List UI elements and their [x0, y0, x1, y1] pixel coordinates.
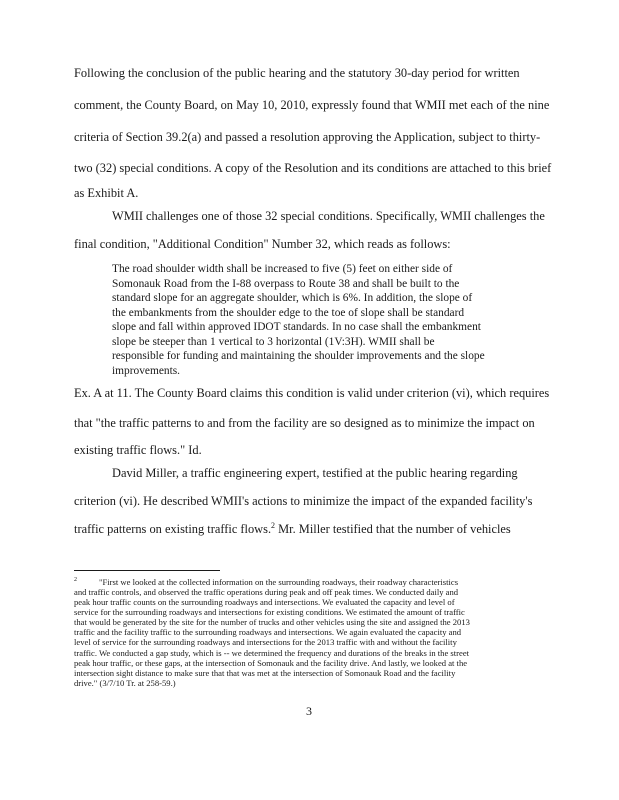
quote-line: responsible for funding and maintaining the shoulder improvements and the slope [112, 350, 485, 362]
footnote-line: traffic and the facility traffic to the surrounding roadways and intersections. We again evaluated the capacity and [74, 627, 462, 638]
body-text: traffic patterns on existing traffic flows. [74, 522, 272, 536]
body-line [74, 522, 511, 536]
quote-line: Somonauk Road from the I-88 overpass to Route 38 and shall be built to the [112, 277, 460, 290]
footnote-mark: 2 [74, 577, 77, 583]
block-quote [112, 262, 532, 378]
body-line: as Exhibit A. [74, 186, 139, 200]
footnote-line: service for the surrounding roadways and intersections for existing conditions. We estimated the amount of traffic [74, 607, 465, 618]
quote-line: slope and fall within approved IDOT standards. In no case shall the embankment [112, 321, 481, 333]
footnote-line: that would be generated by the site for the number of trucks and other vehicles using the site and assigned the 2013 [74, 617, 470, 628]
footnote-line: drive." (3/7/10 Tr. at 258-59.) [74, 677, 176, 688]
footnote-line: level of service for the surrounding roadways and intersections for the 2013 traffic with and without the facility [74, 637, 457, 648]
footnote-line: peak hour traffic, or these gaps, at the intersection of Somonauk and the facility drive. And lastly, we looked at the [74, 657, 468, 668]
footnote [74, 575, 560, 688]
footnote-line: and traffic controls, and observed the traffic operations during peak and off peak times. We conducted daily and [74, 586, 459, 597]
quote-line: improvements. [112, 364, 181, 377]
footnote-ref: 2 [271, 520, 276, 530]
footnote-separator [74, 570, 220, 571]
body-line: David Miller, a traffic engineering expert, testified at the public hearing regarding [112, 466, 518, 480]
body-line: two (32) special conditions. A copy of the Resolution and its conditions are attached to this brief [74, 161, 552, 175]
footnote-line: intersection sight distance to make sure that that was met at the intersection of Somonauk Road and the facility [74, 667, 456, 678]
body-text: Mr. Miller testified that the number of vehicles [275, 522, 511, 536]
quote-line: slope be steeper than 1 vertical to 3 horizontal (1V:3H). WMII shall be [112, 335, 435, 348]
body-line: that "the traffic patterns to and from the facility are so designed as to minimize the impact on [74, 416, 535, 430]
body-line: criteria of Section 39.2(a) and passed a resolution approving the Application, subject to thirty- [74, 130, 541, 144]
body-line: comment, the County Board, on May 10, 2010, expressly found that WMII met each of the nine [74, 98, 550, 112]
body-line: existing traffic flows." Id. [74, 443, 202, 457]
body-line: criterion (vi). He described WMII's actions to minimize the impact of the expanded facility's [74, 494, 533, 508]
footnote-line: traffic. We conducted a gap study, which is -- we determined the frequency and durations of the breaks in the street [74, 647, 470, 658]
footnote-line: "First we looked at the collected information on the surrounding roadways, their roadway characteristics [99, 576, 459, 587]
page-number: 3 [306, 704, 312, 718]
body-line: Ex. A at 11. The County Board claims this condition is valid under criterion (vi), which requires [74, 386, 550, 400]
footnote-line: peak hour traffic counts on the surrounding roadways and intersections. We evaluated the capacity and level of [74, 597, 455, 608]
body-line: Following the conclusion of the public hearing and the statutory 30-day period for written [74, 66, 520, 80]
body-line: final condition, "Additional Condition" Number 32, which reads as follows: [74, 237, 451, 251]
quote-line: standard slope for an aggregate shoulder, which is 6%. In addition, the slope of [112, 292, 473, 304]
quote-line: the embankments from the shoulder edge to the toe of slope shall be standard [112, 306, 465, 319]
quote-line: The road shoulder width shall be increased to five (5) feet on either side of [112, 263, 453, 275]
body-line: WMII challenges one of those 32 special conditions. Specifically, WMII challenges the [112, 209, 545, 223]
